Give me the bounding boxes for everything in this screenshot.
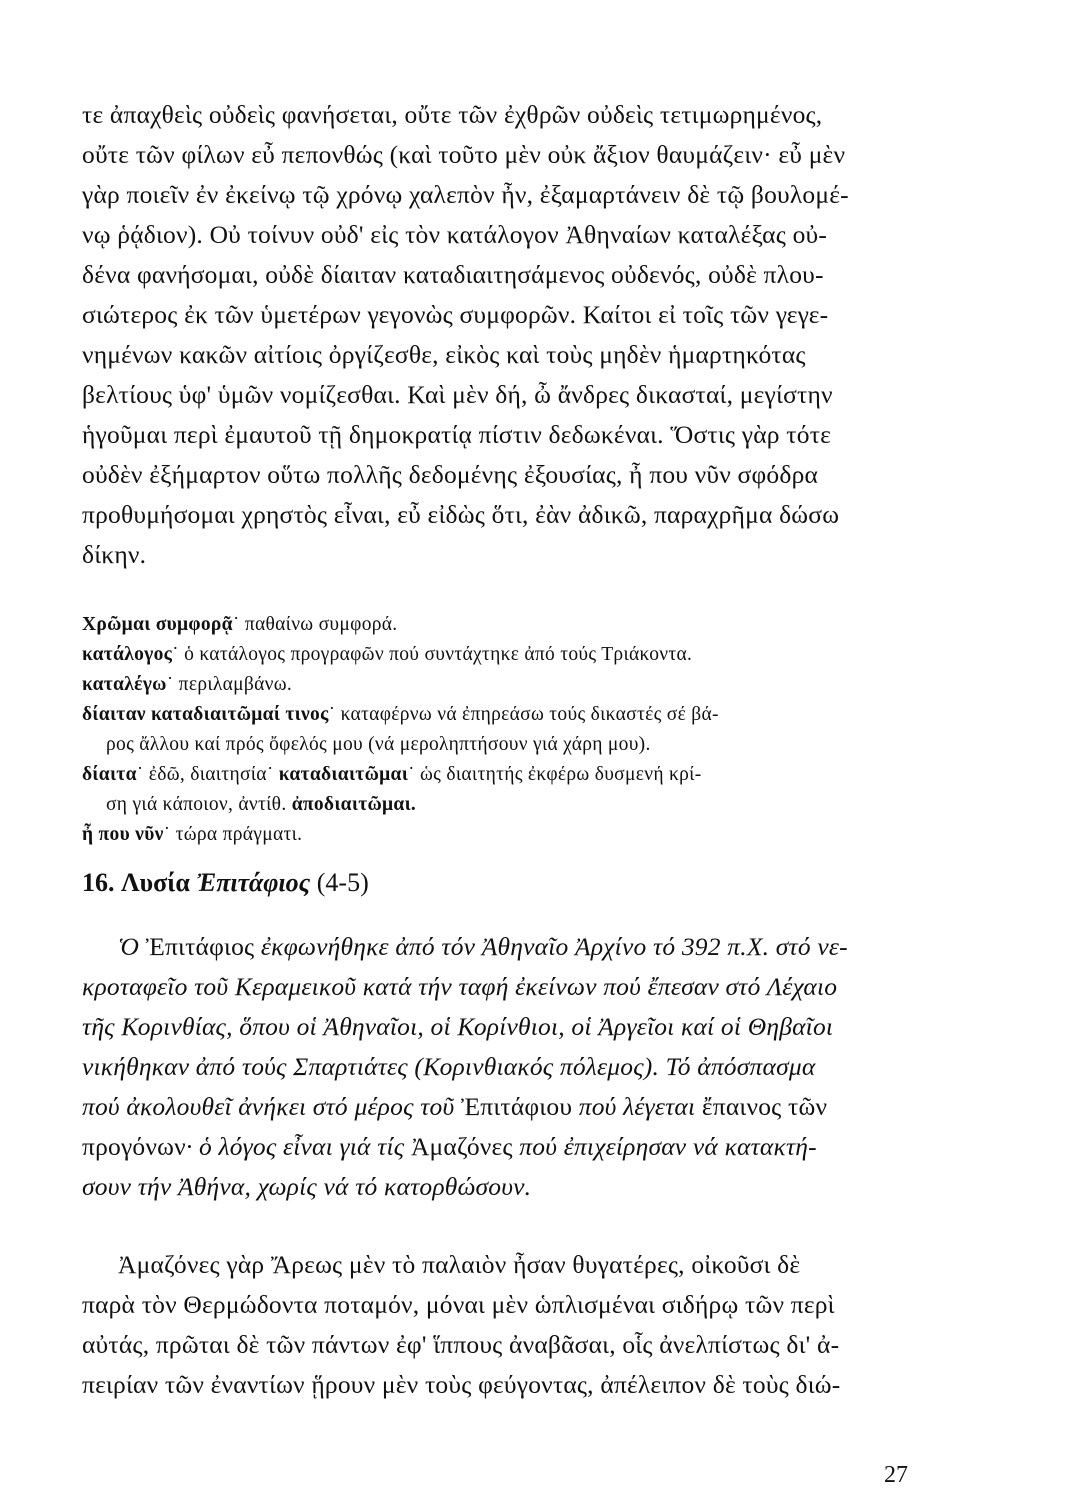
note-line	[82, 644, 692, 666]
intro-text: πού ἐπιχείρησαν νά κατακτή-	[512, 1132, 817, 1161]
intro-upright-text: Ἐπιτάφιου	[460, 1092, 573, 1121]
note-line	[82, 614, 397, 636]
main-text-line: προθυμήσομαι χρηστὸς εἶναι, εὖ εἰδὼς ὅτι, ἐὰν ἀδικῶ, παραχρῆμα δώσω	[82, 500, 840, 529]
note-line	[82, 674, 292, 696]
note-term: δίαιταν καταδιαιτῶμαί τινος	[82, 704, 329, 725]
intro-text: κροταφεῖο τοῦ Κεραμεικοῦ κατά τήν ταφή ἐκείνων πού ἔπεσαν στό Λέχαιο	[82, 972, 838, 1001]
intro-upright-text: Ἐπιτάφιος	[145, 932, 255, 961]
main-text-line: οὔτε τῶν φίλων εὖ πεπονθώς (καὶ τοῦτο μὲν οὐκ ἄξιον θαυμάζειν· εὖ μὲν	[82, 140, 846, 169]
section-number: 16.	[82, 868, 115, 897]
note-definition: ˙ περιλαμβάνω.	[166, 674, 293, 695]
main-text-line: βελτίους ὑφ' ὑμῶν νομίζεσθαι. Καὶ μὲν δή, ὦ ἄνδρες δικασταί, μεγίστην	[82, 380, 833, 409]
section-author: Λυσία	[121, 868, 190, 897]
note-definition: ˙ ἐδῶ, διαιτησία˙	[136, 764, 279, 785]
note-definition: ˙ ὡς διαιτητής ἐκφέρω δυσμενή κρί-	[408, 764, 702, 785]
note-term: ἀποδιαιτῶμαι.	[291, 794, 417, 815]
main-text-line: δένα φανήσομαι, οὐδὲ δίαιταν καταδιαιτησάμενος οὐδενός, οὐδὲ πλου-	[82, 260, 824, 289]
note-line	[82, 824, 302, 846]
note-definition: ˙ παθαίνω συμφορά.	[232, 614, 398, 635]
intro-text: πού ἀκολουθεῖ ἀνήκει στό μέρος τοῦ	[82, 1092, 461, 1121]
passage-line: Ἀμαζόνες γὰρ Ἄρεως μὲν τὸ παλαιὸν ἦσαν θυγατέρες, οἰκοῦσι δὲ	[118, 1250, 801, 1279]
main-text-line: οὐδὲν ἐξήμαρτον οὕτω πολλῆς δεδομένης ἐξουσίας, ἦ που νῦν σφόδρα	[82, 460, 819, 489]
note-term: ἦ που νῦν	[82, 824, 164, 845]
note-definition: ση γιά κάποιον, ἀντίθ.	[106, 794, 292, 815]
main-text-line: δίκην.	[82, 540, 147, 569]
section-range: (4-5)	[316, 868, 369, 897]
intro-text: ἐκφωνήθηκε ἀπό τόν Ἀθηναῖο Ἀρχίνο τό 392 π.Χ. στό νε-	[254, 932, 848, 961]
note-term: καταδιαιτῶμαι	[278, 764, 409, 785]
note-term: δίαιτα	[82, 764, 137, 785]
section-work-title: Ἐπιτάφιος	[196, 868, 311, 897]
note-term: Χρῶμαι συμφορᾷ	[82, 614, 233, 635]
intro-text: Ὁ	[118, 932, 146, 961]
note-definition: ˙ τώρα πράγματι.	[163, 824, 303, 845]
section-heading	[82, 868, 369, 898]
note-term: καταλέγω	[82, 674, 167, 695]
intro-text: πού λέγεται	[572, 1092, 702, 1121]
intro-line	[82, 972, 837, 1002]
note-line	[106, 794, 416, 816]
intro-line	[82, 1052, 815, 1082]
intro-line	[118, 932, 848, 962]
note-line	[82, 764, 702, 786]
passage-line: παρὰ τὸν Θερμώδοντα ποταμόν, μόναι μὲν ὡπλισμέναι σιδήρῳ τῶν περὶ	[82, 1290, 835, 1319]
main-text-line: τε ἀπαχθεὶς οὐδεὶς φανήσεται, οὔτε τῶν ἐχθρῶν οὐδεὶς τετιμωρημένος,	[82, 100, 823, 129]
intro-line	[82, 1132, 817, 1162]
intro-text: τῆς Κορινθίας, ὅπου οἱ Ἀθηναῖοι, οἱ Κορίνθιοι, οἱ Ἀργεῖοι καί οἱ Θηβαῖοι	[82, 1012, 834, 1041]
note-line	[106, 734, 651, 756]
intro-upright-text: Ἀμαζόνες	[410, 1132, 513, 1161]
intro-text: σουν τήν Ἀθήνα, χωρίς νά τό κατορθώσουν.	[82, 1172, 532, 1201]
note-term: κατάλογος	[82, 644, 173, 665]
main-text-line: σιώτερος ἐκ τῶν ὑμετέρων γεγονὼς συμφορῶν. Καίτοι εἰ τοῖς τῶν γεγε-	[82, 300, 829, 329]
intro-text: · ὁ λόγος εἶναι γιά τίς	[185, 1132, 411, 1161]
passage-line: αὐτάς, πρῶται δὲ τῶν πάντων ἐφ' ἵππους ἀναβᾶσαι, οἷς ἀνελπίστως δι' ἀ-	[82, 1330, 840, 1359]
main-text-line: γὰρ ποιεῖν ἐν ἐκείνῳ τῷ χρόνῳ χαλεπὸν ἦν, ἐξαμαρτάνειν δὲ τῷ βουλομέ-	[82, 180, 849, 209]
intro-line	[82, 1012, 833, 1042]
intro-line	[82, 1092, 827, 1122]
intro-line	[82, 1172, 531, 1202]
intro-upright-text: προγόνων	[82, 1132, 186, 1161]
main-text-line: νημένων κακῶν αἰτίοις ὀργίζεσθε, εἰκὸς καὶ τοὺς μηδὲν ἡμαρτηκότας	[82, 340, 806, 369]
page-number: 27	[884, 1462, 908, 1488]
main-text-line: ἡγοῦμαι περὶ ἐμαυτοῦ τῇ δημοκρατίᾳ πίστιν δεδωκέναι. Ὅστις γὰρ τότε	[82, 420, 832, 449]
note-definition: ρος ἄλλου καί πρός ὄφελός μου (νά μεροληπτήσουν γιά χάρη μου).	[106, 734, 651, 755]
intro-text: νικήθηκαν ἀπό τούς Σπαρτιάτες (Κορινθιακός πόλεμος). Τό ἀπόσπασμα	[82, 1052, 816, 1081]
intro-upright-text: ἔπαινος τῶν	[701, 1092, 828, 1121]
note-definition: ˙ ὁ κατάλογος προγραφῶν πού συντάχτηκε ἀπό τούς Τριάκοντα.	[172, 644, 693, 665]
passage-line: πειρίαν τῶν ἐναντίων ᾕρουν μὲν τοὺς φεύγοντας, ἀπέλειπον δὲ τοὺς διώ-	[82, 1370, 841, 1399]
note-definition: ˙ καταφέρνω νά ἐπηρεάσω τούς δικαστές σέ βά-	[328, 704, 719, 725]
main-text-line: νῳ ῥᾴδιον). Οὐ τοίνυν οὐδ' εἰς τὸν κατάλογον Ἀθηναίων καταλέξας οὐ-	[82, 220, 828, 249]
note-line	[82, 704, 719, 726]
